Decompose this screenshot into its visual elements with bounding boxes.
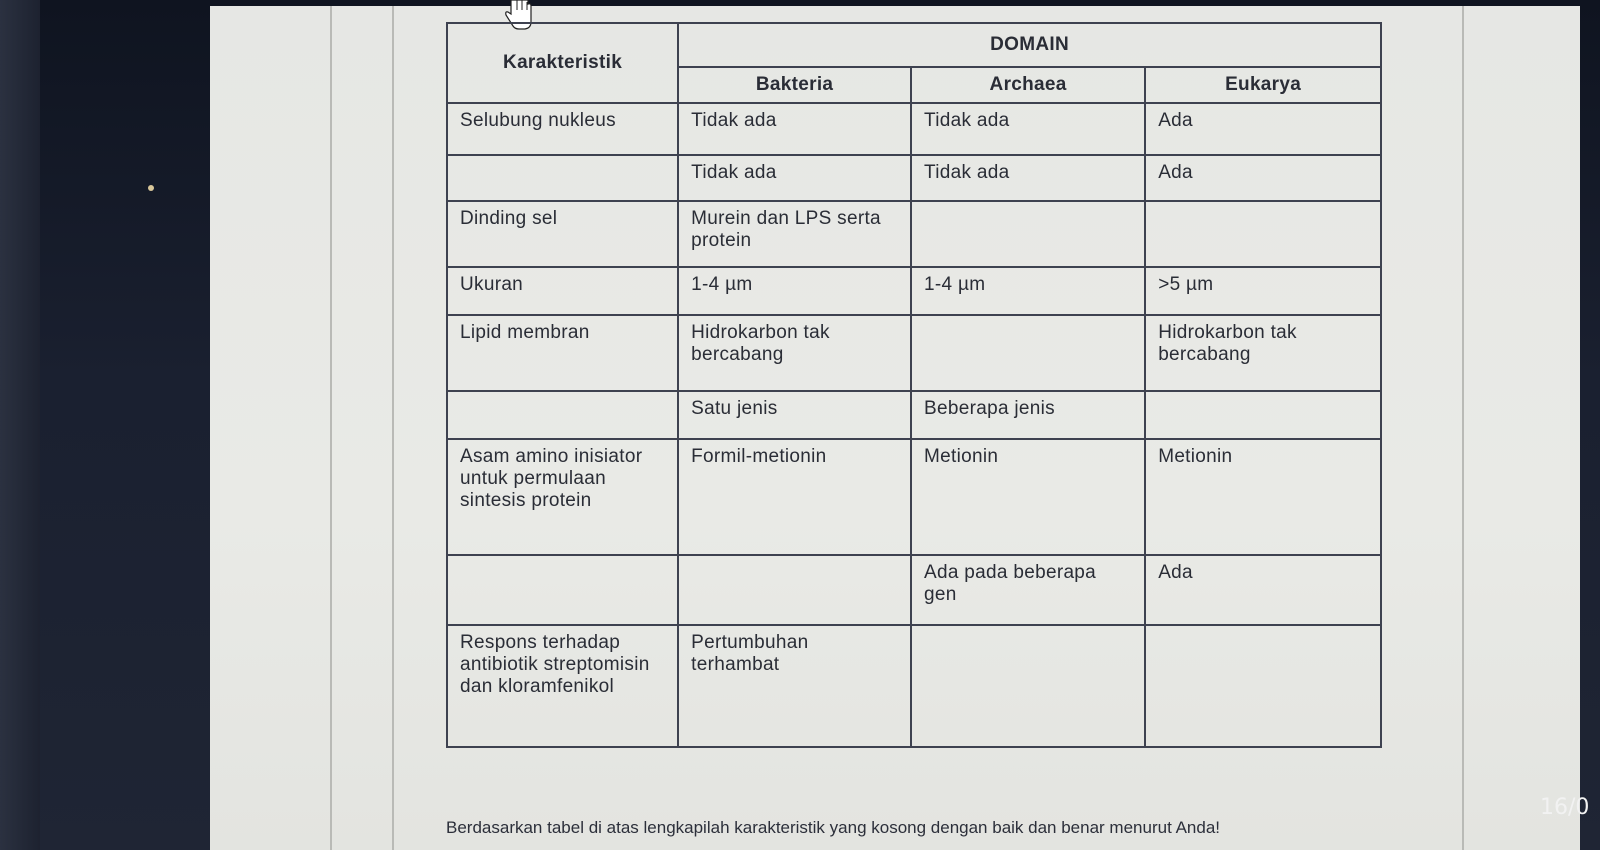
characteristic-header: Karakteristik: [447, 23, 678, 103]
row-label[interactable]: [447, 555, 678, 625]
table-row: [447, 391, 1381, 439]
table-row: [447, 315, 1381, 391]
row-label: Lipid membran: [447, 315, 678, 391]
page-margin-line: [1462, 6, 1464, 850]
cell-archaea: Metionin: [911, 439, 1145, 555]
table-row: [447, 267, 1381, 315]
cell-archaea[interactable]: [911, 315, 1145, 391]
cell-archaea: Tidak ada: [911, 103, 1145, 155]
cell-eukarya[interactable]: [1145, 201, 1381, 267]
cell-bakteria: Tidak ada: [678, 103, 911, 155]
cell-bakteria: 1-4 µm: [678, 267, 911, 315]
cell-archaea[interactable]: [911, 625, 1145, 747]
row-label: Ukuran: [447, 267, 678, 315]
table-row: [447, 201, 1381, 267]
cell-eukarya[interactable]: [1145, 625, 1381, 747]
cell-bakteria: Satu jenis: [678, 391, 911, 439]
table-row: [447, 555, 1381, 625]
column-header-bakteria: Bakteria: [678, 67, 911, 103]
page-margin-line: [330, 6, 332, 850]
cell-archaea: 1-4 µm: [911, 267, 1145, 315]
cell-eukarya: >5 µm: [1145, 267, 1381, 315]
column-header-eukarya: Eukarya: [1145, 67, 1381, 103]
cell-bakteria: Murein dan LPS serta protein: [678, 201, 911, 267]
domain-header: DOMAIN: [678, 23, 1381, 67]
cell-eukarya: Ada: [1145, 103, 1381, 155]
cell-bakteria: Tidak ada: [678, 155, 911, 201]
cell-bakteria: Pertumbuhan terhambat: [678, 625, 911, 747]
table-row: [447, 625, 1381, 747]
table-row: [447, 439, 1381, 555]
row-label[interactable]: [447, 391, 678, 439]
table-header-row: [447, 23, 1381, 67]
cell-eukarya: Ada: [1145, 555, 1381, 625]
page-margin-line: [392, 6, 394, 850]
table-row: [447, 155, 1381, 201]
cell-archaea: Beberapa jenis: [911, 391, 1145, 439]
row-label[interactable]: [447, 155, 678, 201]
table-row: [447, 103, 1381, 155]
cell-bakteria: Formil-metionin: [678, 439, 911, 555]
cell-archaea[interactable]: [911, 201, 1145, 267]
row-label: Respons terhadap antibiotik streptomisin dan kloramfenikol: [447, 625, 678, 747]
column-header-archaea: Archaea: [911, 67, 1145, 103]
row-label: Asam amino inisiator untuk permulaan sintesis protein: [447, 439, 678, 555]
cell-bakteria: Hidrokarbon tak bercabang: [678, 315, 911, 391]
cell-archaea: Tidak ada: [911, 155, 1145, 201]
row-label: Selubung nukleus: [447, 103, 678, 155]
cell-eukarya: Metionin: [1145, 439, 1381, 555]
monitor-bezel: [0, 0, 40, 850]
page-counter: 16/0: [1540, 795, 1590, 820]
cell-eukarya: Hidrokarbon tak bercabang: [1145, 315, 1381, 391]
screen-dust-dot: [148, 185, 154, 191]
instruction-text: Berdasarkan tabel di atas lengkapilah karakteristik yang kosong dengan baik dan benar menurut Anda!: [446, 818, 1221, 837]
cell-eukarya: Ada: [1145, 155, 1381, 201]
cell-eukarya[interactable]: [1145, 391, 1381, 439]
cell-archaea: Ada pada beberapa gen: [911, 555, 1145, 625]
domain-table: [446, 22, 1382, 748]
row-label: Dinding sel: [447, 201, 678, 267]
cell-bakteria[interactable]: [678, 555, 911, 625]
